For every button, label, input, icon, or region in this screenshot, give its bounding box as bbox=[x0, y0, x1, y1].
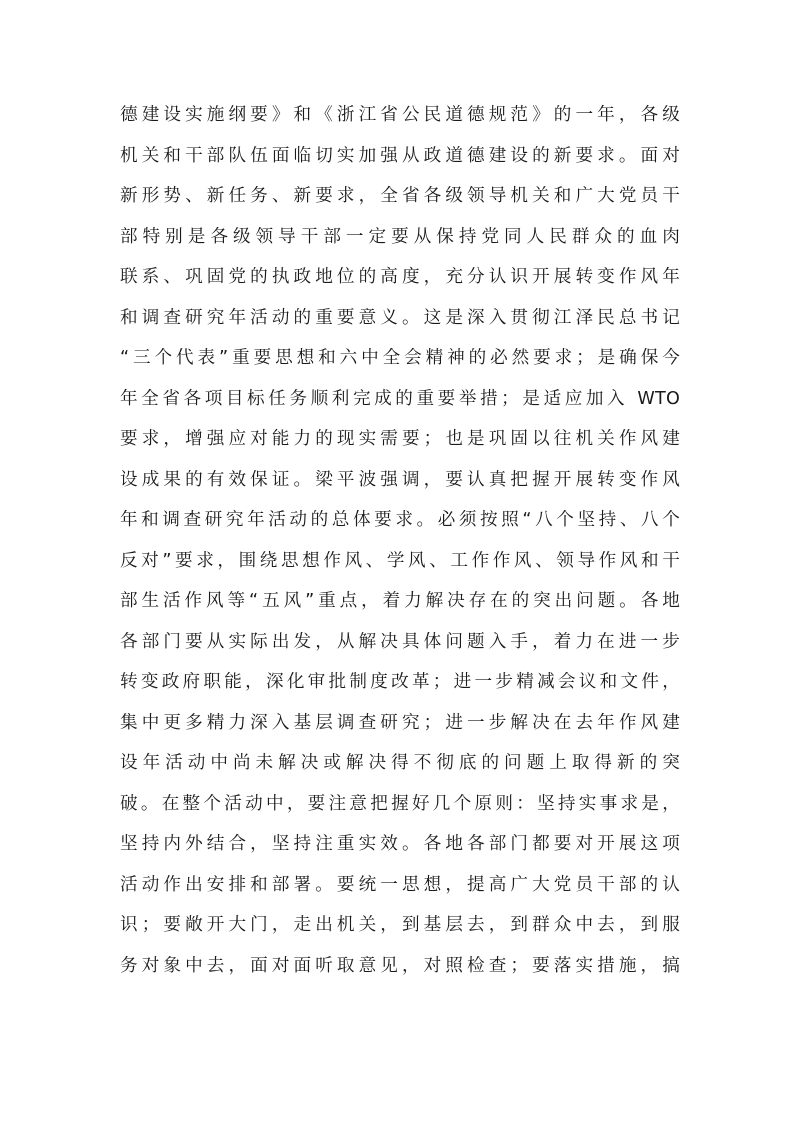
text-line: 年和调查研究年活动的总体要求。必须按照“八个坚持、八个 bbox=[120, 510, 680, 530]
text-line: 机关和干部队伍面临切实加强从政道德建设的新要求。面对 bbox=[120, 145, 680, 166]
text-line: 活动作出安排和部署。要统一思想，提高广大党员干部的认 bbox=[120, 874, 680, 895]
text-line: 德建设实施纲要》和《浙江省公民道德规范》的一年，各级 bbox=[120, 105, 680, 125]
text-line: 识；要敞开大门，走出机关，到基层去，到群众中去，到服 bbox=[120, 915, 680, 935]
text-line: 设年活动中尚未解决或解决得不彻底的问题上取得新的突 bbox=[120, 753, 680, 773]
text-line: 转变政府职能，深化审批制度改革；进一步精减会议和文件， bbox=[120, 672, 680, 692]
text-line: 务对象中去，面对面听取意见，对照检查；要落实措施，搞 bbox=[120, 955, 680, 976]
text-line: 和调查研究年活动的重要意义。这是深入贯彻江泽民总书记 bbox=[120, 307, 680, 328]
text-line: 新形势、新任务、新要求，全省各级领导机关和广大党员干 bbox=[120, 186, 680, 206]
text-line: “三个代表”重要思想和六中全会精神的必然要求；是确保今 bbox=[120, 348, 680, 368]
text-line: 部特别是各级领导干部一定要从保持党同人民群众的血肉 bbox=[120, 226, 680, 247]
text-line: 设成果的有效保证。梁平波强调，要认真把握开展转变作风 bbox=[120, 469, 680, 490]
text-line: 部生活作风等“五风”重点，着力解决存在的突出问题。各地 bbox=[120, 591, 680, 611]
text-line: 破。在整个活动中，要注意把握好几个原则：坚持实事求是， bbox=[120, 793, 680, 814]
text-line: 集中更多精力深入基层调查研究；进一步解决在去年作风建 bbox=[120, 712, 680, 733]
text-line: 反对”要求，围绕思想作风、学风、工作作风、领导作风和干 bbox=[120, 550, 680, 571]
text-line: 坚持内外结合，坚持注重实效。各地各部门都要对开展这项 bbox=[120, 834, 680, 854]
text-line: 联系、巩固党的执政地位的高度，充分认识开展转变作风年 bbox=[120, 267, 680, 287]
text-line: 年全省各项目标任务顺利完成的重要举措；是适应加入 WTO bbox=[120, 388, 680, 409]
text-line: 各部门要从实际出发，从解决具体问题入手，着力在进一步 bbox=[120, 631, 680, 652]
text-line: 要求，增强应对能力的现实需要；也是巩固以往机关作风建 bbox=[120, 429, 680, 449]
body-paragraph bbox=[120, 95, 680, 986]
